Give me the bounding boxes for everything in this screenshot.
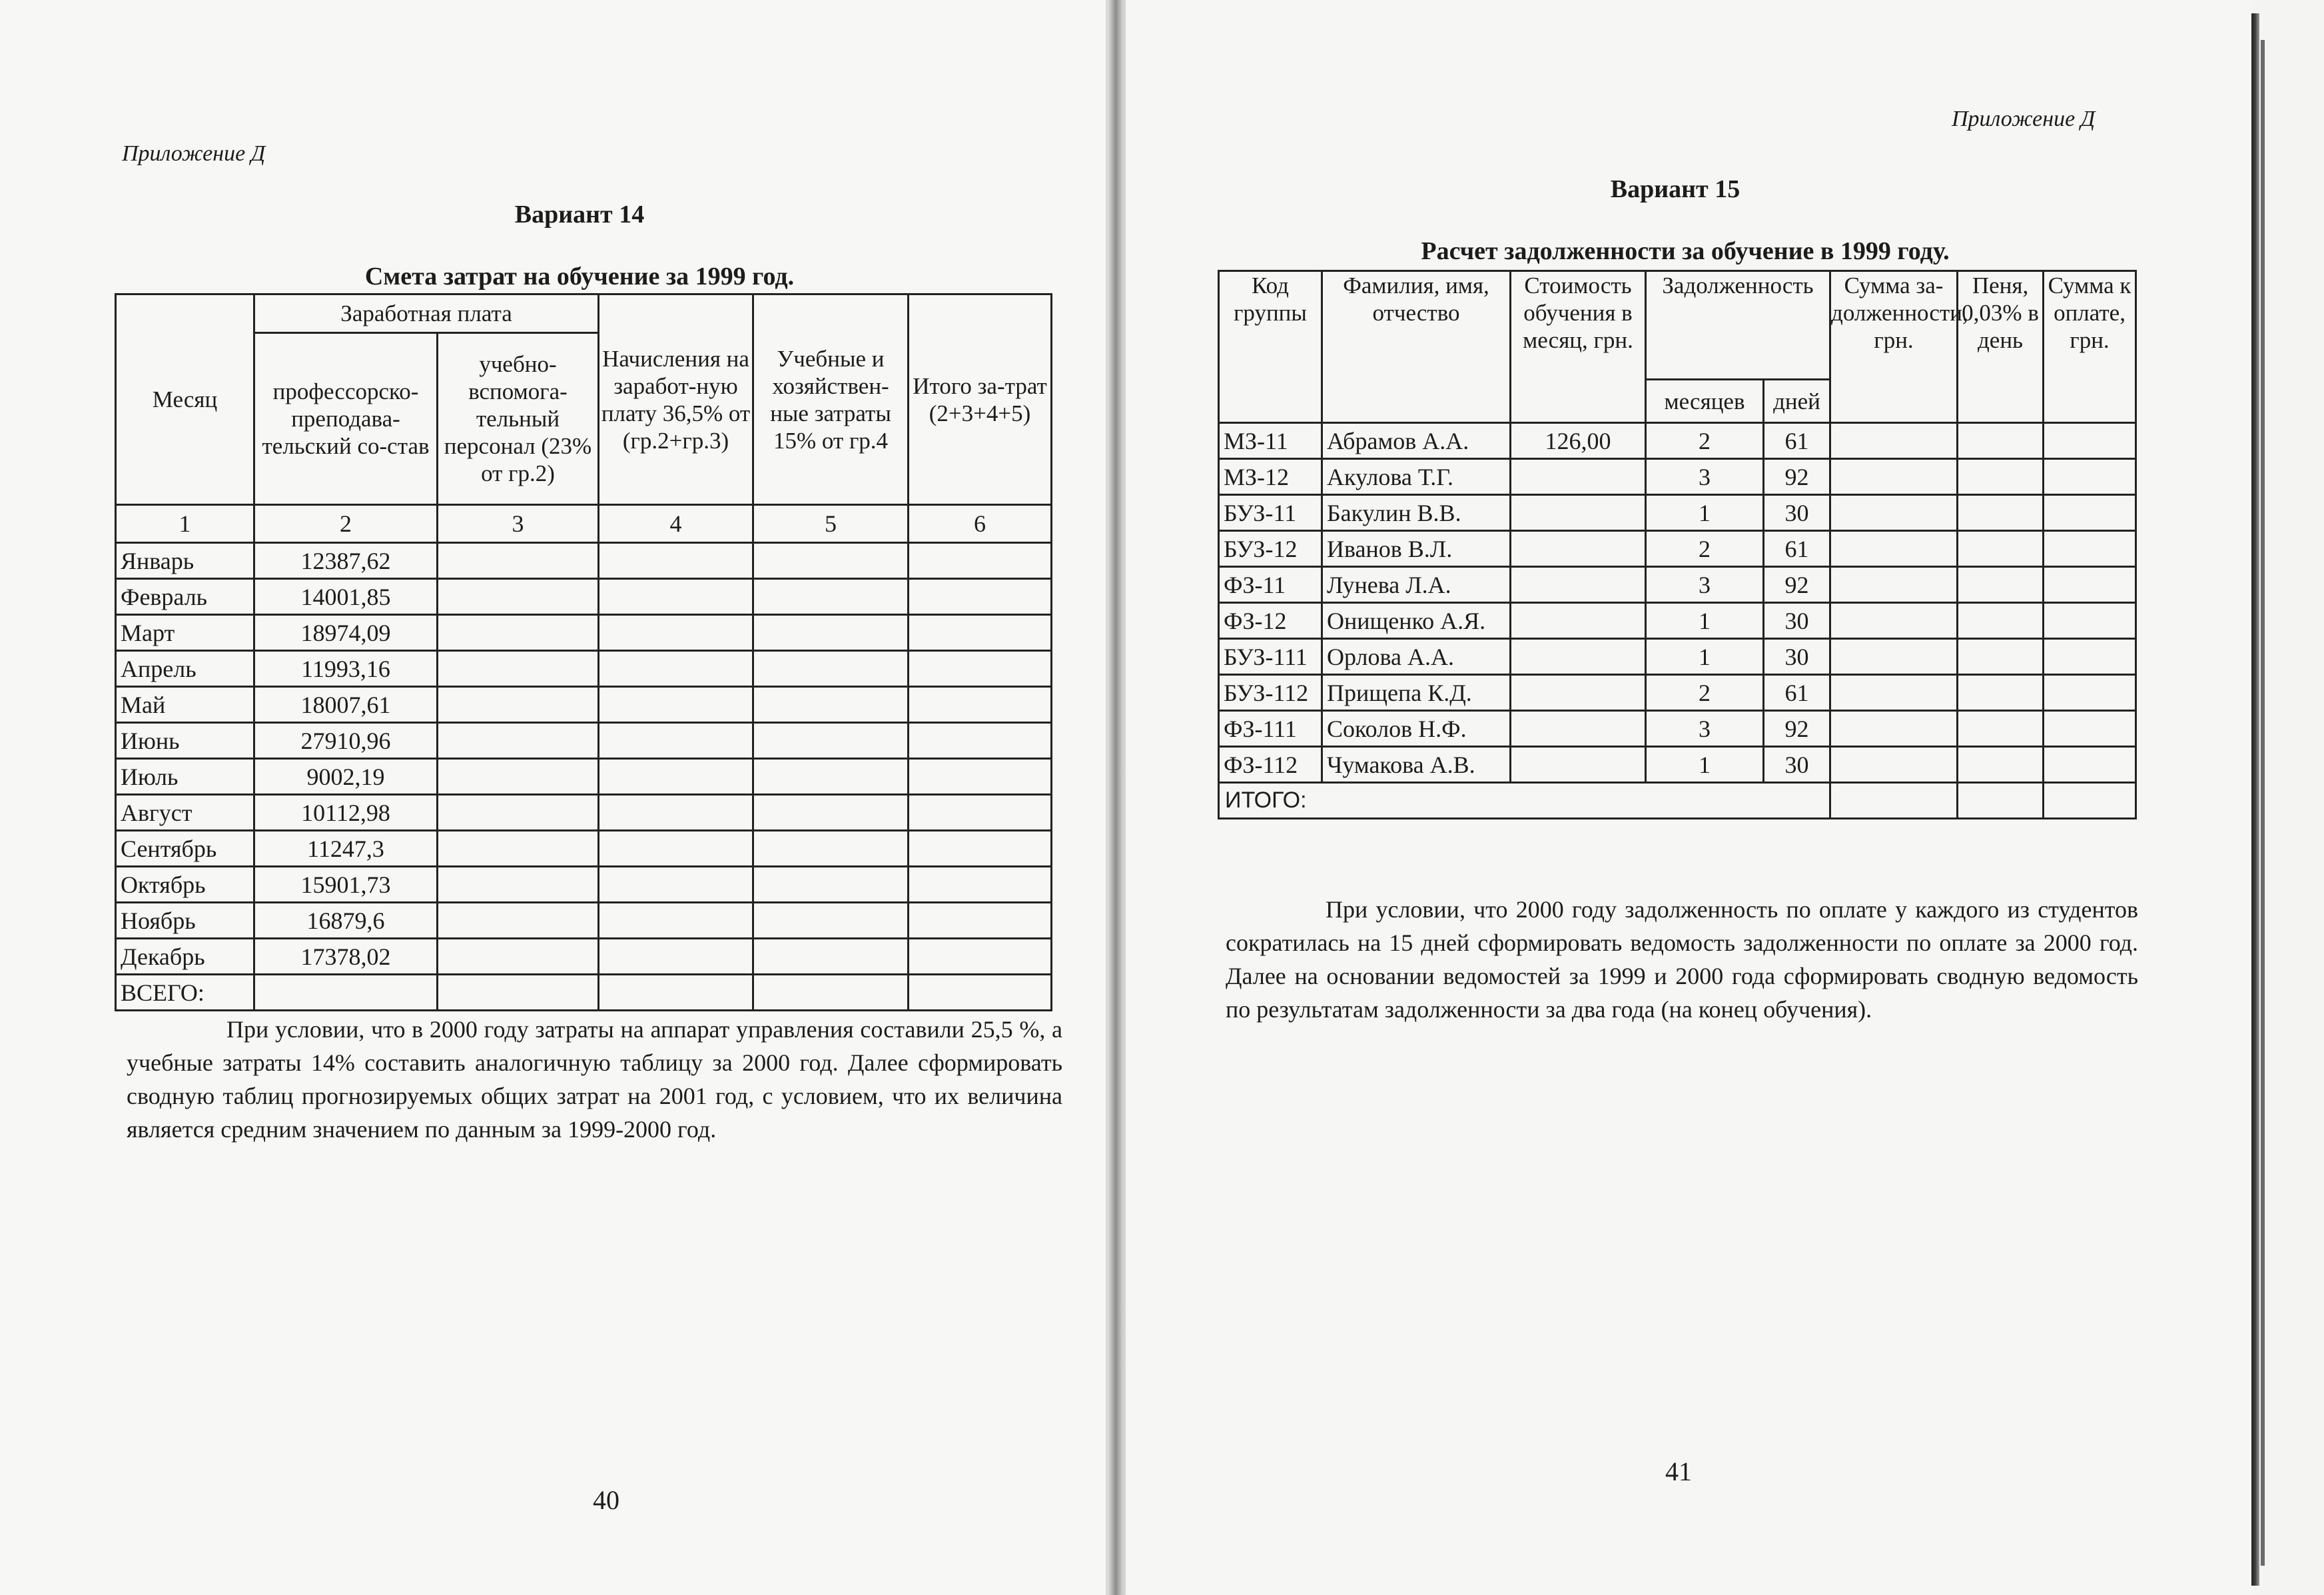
student-name-cell: Чумакова А.В. — [1322, 747, 1511, 783]
months-cell: 1 — [1646, 495, 1764, 531]
header-month: Месяц — [116, 294, 254, 505]
student-name-cell: Акулова Т.Г. — [1322, 459, 1511, 495]
salary-cell: 9002,19 — [254, 759, 438, 795]
student-name-cell: Орлова А.А. — [1322, 639, 1511, 675]
table-row — [116, 651, 1052, 687]
table-row — [116, 831, 1052, 867]
salary-cell: 12387,62 — [254, 543, 438, 579]
salary-cell: 18007,61 — [254, 687, 438, 723]
table-row — [1219, 747, 2136, 783]
student-name-cell: Соколов Н.Ф. — [1322, 711, 1511, 747]
days-cell: 92 — [1764, 459, 1830, 495]
month-cell: Октябрь — [116, 867, 254, 903]
days-cell: 92 — [1764, 711, 1830, 747]
header-support-staff: учебно-вспомога-тельный персонал (23% от гр.2) — [438, 333, 599, 505]
table-row — [1219, 495, 2136, 531]
table-title: Расчет задолженности за обучение в 1999 году. — [1421, 237, 1950, 265]
header-full-name: Фамилия, имя, отчество — [1322, 271, 1511, 423]
cost-cell: 126,00 — [1511, 423, 1646, 459]
months-cell: 3 — [1646, 711, 1764, 747]
student-name-cell: Бакулин В.В. — [1322, 495, 1511, 531]
cost-cell — [1511, 567, 1646, 603]
group-code-cell: БУЗ-12 — [1219, 531, 1322, 567]
group-code-cell: БУЗ-112 — [1219, 675, 1322, 711]
column-number: 2 — [254, 505, 438, 543]
month-cell: Апрель — [116, 651, 254, 687]
table-row — [1219, 603, 2136, 639]
salary-cell: 18974,09 — [254, 615, 438, 651]
header-debt-sum: Сумма за-долженности, грн. — [1830, 271, 1958, 423]
header-days: дней — [1764, 380, 1830, 423]
days-cell: 30 — [1764, 495, 1830, 531]
days-cell: 61 — [1764, 531, 1830, 567]
salary-cell: 11993,16 — [254, 651, 438, 687]
paragraph-text: При условии, что в 2000 году затраты на аппарат управления составили 25,5 %, а учебные затраты 14% составить аналогичную таблицу за 2000 год. Далее сформировать сводную таблиц прогнозируемых общих затрат на 2001 год, с условием, что их величина является средним значением по данным за 1999-2000 год. — [127, 1016, 1062, 1143]
page-number: 41 — [1665, 1456, 1692, 1486]
table-row — [116, 867, 1052, 903]
header-months: месяцев — [1646, 380, 1764, 423]
header-accruals: Начисления на заработ-ную плату 36,5% от (гр.2+гр.3) — [599, 294, 753, 505]
table-row — [1219, 675, 2136, 711]
cost-cell — [1511, 531, 1646, 567]
student-name-cell: Иванов В.Л. — [1322, 531, 1511, 567]
header-teaching-staff: профессорско-преподава-тельский со-став — [254, 333, 438, 505]
header-monthly-cost: Стоимость обучения в месяц, грн. — [1511, 271, 1646, 423]
page-number: 40 — [593, 1485, 619, 1515]
header-edu-expenses: Учебные и хозяйствен-ные затраты 15% от гр.4 — [753, 294, 909, 505]
group-code-cell: ФЗ-111 — [1219, 711, 1322, 747]
header-salary: Заработная плата — [254, 294, 599, 333]
variant-title: Вариант 14 — [514, 201, 645, 229]
table-row — [116, 795, 1052, 831]
days-cell: 61 — [1764, 423, 1830, 459]
cost-cell — [1511, 495, 1646, 531]
group-code-cell: ФЗ-12 — [1219, 603, 1322, 639]
group-code-cell: БУЗ-11 — [1219, 495, 1322, 531]
months-cell: 3 — [1646, 459, 1764, 495]
cost-cell — [1511, 675, 1646, 711]
column-number: 4 — [599, 505, 753, 543]
column-numbers-row — [116, 505, 1052, 543]
days-cell: 61 — [1764, 675, 1830, 711]
student-name-cell: Лунева Л.А. — [1322, 567, 1511, 603]
column-number: 1 — [116, 505, 254, 543]
salary-cell: 11247,3 — [254, 831, 438, 867]
group-code-cell: ФЗ-11 — [1219, 567, 1322, 603]
table-row — [1219, 423, 2136, 459]
month-cell: Февраль — [116, 579, 254, 615]
table-row — [116, 759, 1052, 795]
months-cell: 2 — [1646, 423, 1764, 459]
month-cell: Декабрь — [116, 939, 254, 975]
table-row — [116, 579, 1052, 615]
total-label: ИТОГО: — [1219, 783, 1830, 819]
table-row — [116, 543, 1052, 579]
salary-cell: 17378,02 — [254, 939, 438, 975]
table-row — [116, 615, 1052, 651]
salary-cell: 27910,96 — [254, 723, 438, 759]
student-name-cell: Абрамов А.А. — [1322, 423, 1511, 459]
month-cell: Август — [116, 795, 254, 831]
months-cell: 3 — [1646, 567, 1764, 603]
cost-estimate-table — [115, 293, 1052, 1011]
student-name-cell: Онищенко А.Я. — [1322, 603, 1511, 639]
total-label: ВСЕГО: — [116, 975, 254, 1011]
debt-calculation-table — [1218, 270, 2137, 819]
table-row — [116, 903, 1052, 939]
days-cell: 30 — [1764, 603, 1830, 639]
table-row — [1219, 567, 2136, 603]
page-edge-shadow — [2261, 40, 2265, 1566]
days-cell: 92 — [1764, 567, 1830, 603]
left-page — [0, 0, 1106, 1595]
cost-cell — [1511, 747, 1646, 783]
table-row — [1219, 711, 2136, 747]
header-group-code: Код группы — [1219, 271, 1322, 423]
group-code-cell: ФЗ-112 — [1219, 747, 1322, 783]
header-penalty: Пеня, 0,03% в день — [1958, 271, 2044, 423]
salary-cell: 16879,6 — [254, 903, 438, 939]
total-row — [1219, 783, 2136, 819]
group-code-cell: МЗ-12 — [1219, 459, 1322, 495]
right-page — [1126, 0, 2251, 1595]
table-row — [116, 687, 1052, 723]
months-cell: 1 — [1646, 747, 1764, 783]
column-number: 3 — [438, 505, 599, 543]
table-row — [116, 723, 1052, 759]
table-row — [1219, 531, 2136, 567]
month-cell: Сентябрь — [116, 831, 254, 867]
appendix-label: Приложение Д — [1952, 107, 2096, 131]
column-number: 6 — [909, 505, 1052, 543]
months-cell: 1 — [1646, 603, 1764, 639]
student-name-cell: Прищепа К.Д. — [1322, 675, 1511, 711]
salary-cell: 14001,85 — [254, 579, 438, 615]
month-cell: Май — [116, 687, 254, 723]
variant-title: Вариант 15 — [1610, 175, 1741, 203]
month-cell: Июль — [116, 759, 254, 795]
header-total: Итого за-трат (2+3+4+5) — [909, 294, 1052, 505]
condition-paragraph — [1226, 893, 2138, 1026]
cost-cell — [1511, 603, 1646, 639]
table-row — [1219, 639, 2136, 675]
salary-cell: 10112,98 — [254, 795, 438, 831]
cost-cell — [1511, 459, 1646, 495]
group-code-cell: МЗ-11 — [1219, 423, 1322, 459]
column-number: 5 — [753, 505, 909, 543]
month-cell: Июнь — [116, 723, 254, 759]
cost-cell — [1511, 711, 1646, 747]
month-cell: Январь — [116, 543, 254, 579]
header-payable: Сумма к оплате, грн. — [2044, 271, 2136, 423]
days-cell: 30 — [1764, 747, 1830, 783]
months-cell: 2 — [1646, 675, 1764, 711]
appendix-label: Приложение Д — [122, 141, 266, 166]
months-cell: 2 — [1646, 531, 1764, 567]
table-row — [116, 939, 1052, 975]
header-debt: Задолженность — [1646, 271, 1830, 380]
months-cell: 1 — [1646, 639, 1764, 675]
month-cell: Март — [116, 615, 254, 651]
condition-paragraph — [127, 1013, 1062, 1146]
table-row — [1219, 459, 2136, 495]
salary-cell: 15901,73 — [254, 867, 438, 903]
days-cell: 30 — [1764, 639, 1830, 675]
total-row — [116, 975, 1052, 1011]
paragraph-text: При условии, что 2000 году задолженность по оплате у каждого из студентов сократилась на 15 дней сформировать ведомость задолженности по оплате за 2000 год. Далее на основании ведомостей за 1999 и 2000 года сформировать сводную ведомость по результатам задолженности за два года (на конец обучения). — [1226, 896, 2138, 1023]
group-code-cell: БУЗ-111 — [1219, 639, 1322, 675]
cost-cell — [1511, 639, 1646, 675]
month-cell: Ноябрь — [116, 903, 254, 939]
table-title: Смета затрат на обучение за 1999 год. — [364, 263, 795, 290]
